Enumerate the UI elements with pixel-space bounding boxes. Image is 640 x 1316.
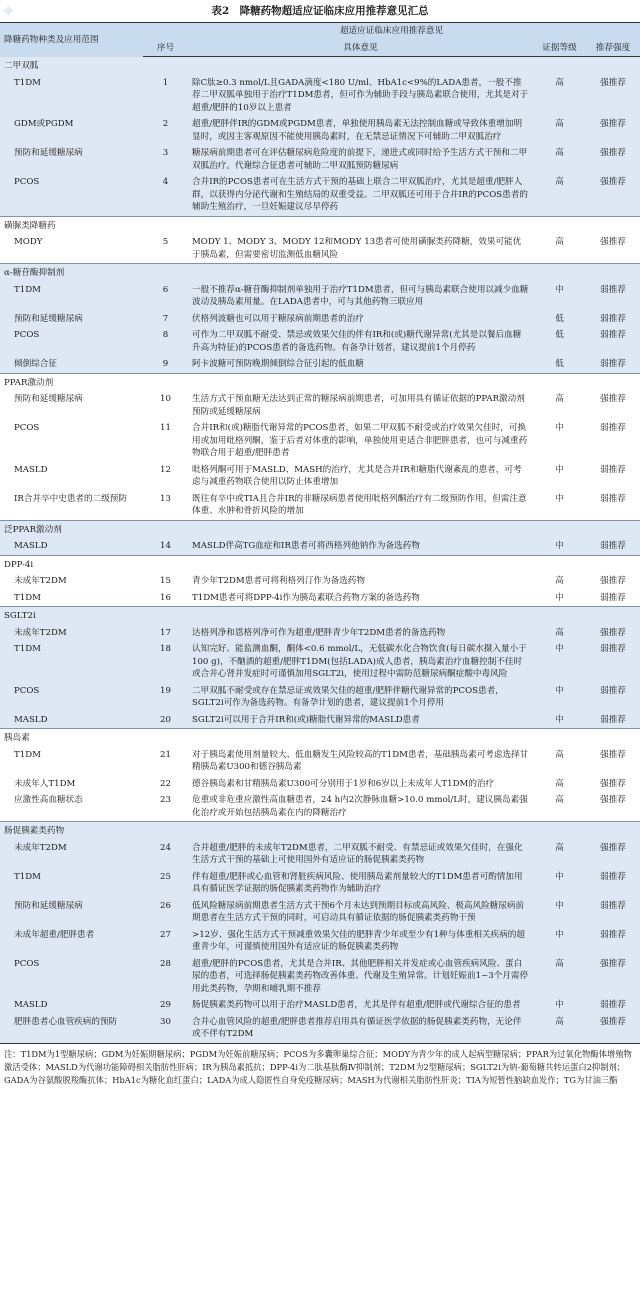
scope-cell: T1DM <box>0 641 143 683</box>
recommendation-row <box>0 712 640 729</box>
opinion-cell: 低风险糖尿病前期患者生活方式干预6个月未达到预期目标或高风险、极高风险糖尿病前期患者在生活方式干预的同时，可启动具有循证依据的肠促胰素类药物干预 <box>188 898 533 927</box>
opinion-cell: 既往有卒中或TIA且合并IR的非糖尿病患者使用吡格列酮治疗有二级预防作用，但需注意体重、水肿和骨折风险的增加 <box>188 491 533 521</box>
opinion-cell: 二甲双胍不耐受或存在禁忌证或效果欠佳的超重/肥胖伴糖代谢异常的PCOS患者，SGLT2i可作为备选药物。有备孕计划的患者，建议提前1个月停用 <box>188 683 533 712</box>
scope-cell: 预防和延缓糖尿病 <box>0 311 143 328</box>
opinion-cell: 合并IR和(或)糖脂代谢异常的PCOS患者，如果二甲双胍不耐受或治疗效果欠佳时，可换用或加用吡格列酮，鉴于后者对体重的影响，单独使用更适合非肥胖患者，也可与减重药物联合用于超重/肥胖患者 <box>188 420 533 462</box>
strength-cell: 弱推荐 <box>586 590 640 607</box>
number-cell: 26 <box>143 898 188 927</box>
scope-cell: MASLD <box>0 997 143 1014</box>
opinion-cell: 合并IR的PCOS患者可在生活方式干预的基础上联合二甲双胍治疗，尤其是超重/肥胖人群，以获得内分泌代谢和生殖结局的双重受益。二甲双胍还可用于合并IR的PCOS患者的辅助生殖治疗，一旦妊娠建议尽早停药 <box>188 174 533 216</box>
recommendation-row <box>0 683 640 712</box>
evidence-grade-cell: 中 <box>533 491 586 521</box>
strength-cell: 弱推荐 <box>586 683 640 712</box>
table-footnote: 注：T1DM为1型糖尿病；GDM为妊娠期糖尿病；PGDM为妊娠前糖尿病；PCOS为多囊卵巢综合征；MODY为青少年的成人起病型糖尿病；PPAR为过氧化物酶体增殖物激活受体；MASLD为代谢功能障碍相关脂肪性肝病；IR为胰岛素抵抗；DPP-4i为二肽基肽酶Ⅳ抑制剂；T2DM为2型糖尿病；SGLT2i为钠-葡萄糖共转运蛋白2抑制剂；GADA为谷氨酸脱羧酶抗体；HbA1c为糖化血红蛋白；LADA为成人隐匿性自身免疫糖尿病；MASH为代谢相关脂肪性肝炎；TIA为短暂性脑缺血发作；TG为甘油三酯 <box>4 1048 632 1085</box>
recommendation-row <box>0 1014 640 1044</box>
strength-cell: 弱推荐 <box>586 311 640 328</box>
scope-cell: PCOS <box>0 420 143 462</box>
category-row <box>0 520 640 538</box>
evidence-grade-cell: 高 <box>533 145 586 174</box>
scope-cell: 预防和延缓糖尿病 <box>0 391 143 420</box>
opinion-cell: 除C肽≥0.3 nmol/L且GADA滴度<180 U/ml、HbA1c<9%的LADA患者，一般不推荐二甲双胍单独用于治疗T1DM患者，但可作为辅助手段与胰岛素联合使用，尤其是对于超重/肥胖的10岁以上患者 <box>188 75 533 117</box>
header-no: 序号 <box>143 40 188 57</box>
number-cell: 28 <box>143 956 188 998</box>
opinion-cell: >12岁、强化生活方式干预减重效果欠佳的肥胖青少年或至少有1种与体重相关疾病的超重青少年，可谨慎使用国外有适应证的肠促胰素类药物 <box>188 927 533 956</box>
opinion-cell: SGLT2i可以用于合并IR和(或)糖脂代谢异常的MASLD患者 <box>188 712 533 729</box>
number-cell: 21 <box>143 747 188 776</box>
number-cell: 13 <box>143 491 188 521</box>
category-row <box>0 729 640 747</box>
scope-cell: MASLD <box>0 538 143 555</box>
evidence-grade-cell: 中 <box>533 538 586 555</box>
evidence-grade-cell: 高 <box>533 1014 586 1044</box>
strength-cell: 强推荐 <box>586 75 640 117</box>
opinion-cell: 合并心血管风险的超重/肥胖患者推荐启用具有循证医学依据的肠促胰素类药物，无论伴或不伴有T2DM <box>188 1014 533 1044</box>
evidence-grade-cell: 中 <box>533 641 586 683</box>
scope-cell: GDM或PGDM <box>0 116 143 145</box>
evidence-grade-cell: 高 <box>533 840 586 869</box>
evidence-grade-cell: 高 <box>533 792 586 822</box>
recommendation-row <box>0 776 640 793</box>
evidence-grade-cell: 高 <box>533 234 586 264</box>
evidence-grade-cell: 高 <box>533 573 586 590</box>
number-cell: 5 <box>143 234 188 264</box>
category-name: 胰岛素 <box>0 729 640 747</box>
opinion-cell: 认知完好、能监测血酮，酮体<0.6 mmol/L，无低碳水化合物饮食(每日碳水摄入量小于100 g)，不酗酒的超重/肥胖T1DM(包括LADA)成人患者，胰岛素治疗血糖控制不佳时或合并心肾并发症时可谨慎加用SGLT2i，使用过程中需防范糖尿病酮症酸中毒风险 <box>188 641 533 683</box>
scope-cell: 未成年超重/肥胖患者 <box>0 927 143 956</box>
recommendation-row <box>0 234 640 264</box>
number-cell: 18 <box>143 641 188 683</box>
strength-cell: 强推荐 <box>586 776 640 793</box>
number-cell: 9 <box>143 356 188 373</box>
strength-cell: 强推荐 <box>586 840 640 869</box>
scope-cell: 肥胖患者心血管疾病的预防 <box>0 1014 143 1044</box>
opinion-cell: 可作为二甲双胍不耐受、禁忌或效果欠佳的伴有IR和(或)糖代谢异常(尤其是以餐后血糖升高为特征)的PCOS患者的备选药物。有备孕计划者，建议提前1个月停药 <box>188 327 533 356</box>
strength-cell: 弱推荐 <box>586 356 640 373</box>
opinion-cell: 对于胰岛素使用剂量较大、低血糖发生风险较高的T1DM患者，基础胰岛素可考虑选择甘精胰岛素U300和德谷胰岛素 <box>188 747 533 776</box>
category-name: DPP-4i <box>0 555 640 573</box>
scope-cell: 未成年T2DM <box>0 573 143 590</box>
number-cell: 24 <box>143 840 188 869</box>
scope-cell: MASLD <box>0 712 143 729</box>
number-cell: 29 <box>143 997 188 1014</box>
scope-cell: 未成年人T1DM <box>0 776 143 793</box>
strength-cell: 弱推荐 <box>586 997 640 1014</box>
opinion-cell: T1DM患者可将DPP-4i作为胰岛素联合药物方案的备选药物 <box>188 590 533 607</box>
recommendation-row <box>0 747 640 776</box>
recommendation-row <box>0 792 640 822</box>
category-name: 磺脲类降糖药 <box>0 216 640 234</box>
evidence-grade-cell: 中 <box>533 712 586 729</box>
strength-cell: 强推荐 <box>586 116 640 145</box>
recommendation-row <box>0 356 640 373</box>
recommendation-row <box>0 641 640 683</box>
strength-cell: 弱推荐 <box>586 420 640 462</box>
opinion-cell: MASLD伴高TG血症和IR患者可将西格列他钠作为备选药物 <box>188 538 533 555</box>
strength-cell: 强推荐 <box>586 573 640 590</box>
strength-cell: 强推荐 <box>586 234 640 264</box>
evidence-grade-cell: 中 <box>533 898 586 927</box>
recommendation-row <box>0 898 640 927</box>
opinion-cell: 伴有超重/肥胖或心血管和肾脏疾病风险、使用胰岛素剂量较大的T1DM患者可酌情加用具有循证医学证据的肠促胰素类药物作为辅助治疗 <box>188 869 533 898</box>
number-cell: 8 <box>143 327 188 356</box>
opinion-cell: 德谷胰岛素和甘精胰岛素U300可分别用于1岁和6岁以上未成年人T1DM的治疗 <box>188 776 533 793</box>
category-row <box>0 264 640 282</box>
number-cell: 7 <box>143 311 188 328</box>
evidence-grade-cell: 中 <box>533 869 586 898</box>
strength-cell: 强推荐 <box>586 956 640 998</box>
category-name: 肠促胰素类药物 <box>0 822 640 840</box>
recommendation-row <box>0 573 640 590</box>
strength-cell: 弱推荐 <box>586 282 640 311</box>
number-cell: 16 <box>143 590 188 607</box>
scope-cell: 未成年T2DM <box>0 625 143 642</box>
number-cell: 17 <box>143 625 188 642</box>
scope-cell: 预防和延缓糖尿病 <box>0 145 143 174</box>
header-group: 超适应证临床应用推荐意见 <box>143 23 640 40</box>
opinion-cell: 超重/肥胖的PCOS患者，尤其是合并IR、其他肥胖相关并发症或心血管疾病风险、蛋白尿的患者，可选择肠促胰素类药物改善体重、代谢及生殖异常。计划妊娠前1~3个月需停用此类药物，孕期和哺乳期不推荐 <box>188 956 533 998</box>
strength-cell: 强推荐 <box>586 747 640 776</box>
opinion-cell: MODY 1、MODY 3、MODY 12和MODY 13患者可使用磺脲类药降糖，效果可能优于胰岛素，但需要密切监测低血糖风险 <box>188 234 533 264</box>
recommendation-row <box>0 997 640 1014</box>
strength-cell: 弱推荐 <box>586 869 640 898</box>
number-cell: 3 <box>143 145 188 174</box>
number-cell: 6 <box>143 282 188 311</box>
scope-cell: T1DM <box>0 75 143 117</box>
scope-cell: PCOS <box>0 174 143 216</box>
strength-cell: 弱推荐 <box>586 462 640 491</box>
recommendation-row <box>0 311 640 328</box>
strength-cell: 弱推荐 <box>586 927 640 956</box>
scope-cell: MODY <box>0 234 143 264</box>
strength-cell: 弱推荐 <box>586 712 640 729</box>
evidence-grade-cell: 中 <box>533 997 586 1014</box>
category-row <box>0 822 640 840</box>
opinion-cell: 超重/肥胖伴IR的GDM或PGDM患者，单独使用胰岛素无法控制血糖或导致体重增加明显时，或因主客观原因不能使用胰岛素时，在无禁忌证情况下可辅助二甲双胍治疗 <box>188 116 533 145</box>
category-row <box>0 57 640 75</box>
evidence-grade-cell: 中 <box>533 927 586 956</box>
recommendation-row <box>0 869 640 898</box>
category-name: SGLT2i <box>0 607 640 625</box>
strength-cell: 强推荐 <box>586 1014 640 1044</box>
evidence-grade-cell: 高 <box>533 391 586 420</box>
scope-cell: T1DM <box>0 590 143 607</box>
scope-cell: T1DM <box>0 869 143 898</box>
opinion-cell: 青少年T2DM患者可将利格列汀作为备选药物 <box>188 573 533 590</box>
strength-cell: 弱推荐 <box>586 491 640 521</box>
recommendation-row <box>0 116 640 145</box>
opinion-cell: 肠促胰素类药物可以用于治疗MASLD患者，尤其是伴有超重/肥胖或代谢综合征的患者 <box>188 997 533 1014</box>
strength-cell: 强推荐 <box>586 145 640 174</box>
evidence-grade-cell: 中 <box>533 282 586 311</box>
evidence-grade-cell: 高 <box>533 625 586 642</box>
category-name: PPAR激动剂 <box>0 373 640 391</box>
number-cell: 22 <box>143 776 188 793</box>
strength-cell: 弱推荐 <box>586 538 640 555</box>
strength-cell: 弱推荐 <box>586 641 640 683</box>
category-name: 泛PPAR激动剂 <box>0 520 640 538</box>
opinion-cell: 阿卡波糖可预防晚期倾倒综合征引起的低血糖 <box>188 356 533 373</box>
number-cell: 30 <box>143 1014 188 1044</box>
evidence-grade-cell: 高 <box>533 75 586 117</box>
category-name: 二甲双胍 <box>0 57 640 75</box>
number-cell: 12 <box>143 462 188 491</box>
opinion-cell: 伏格列波糖也可以用于糖尿病前期患者的治疗 <box>188 311 533 328</box>
number-cell: 2 <box>143 116 188 145</box>
category-row <box>0 216 640 234</box>
category-row <box>0 555 640 573</box>
evidence-grade-cell: 低 <box>533 327 586 356</box>
header-opinion: 具体意见 <box>188 40 533 57</box>
recommendation-row <box>0 420 640 462</box>
scope-cell: 未成年T2DM <box>0 840 143 869</box>
strength-cell: 强推荐 <box>586 792 640 822</box>
opinion-cell: 一般不推荐α-糖苷酶抑制剂单独用于治疗T1DM患者，但可与胰岛素联合使用以减少血糖波动及胰岛素用量。在LADA患者中，可与其他药物三联应用 <box>188 282 533 311</box>
evidence-grade-cell: 低 <box>533 356 586 373</box>
recommendation-row <box>0 145 640 174</box>
evidence-grade-cell: 中 <box>533 420 586 462</box>
number-cell: 4 <box>143 174 188 216</box>
recommendation-row <box>0 927 640 956</box>
header-strength: 推荐强度 <box>586 40 640 57</box>
evidence-grade-cell: 中 <box>533 462 586 491</box>
evidence-grade-cell: 高 <box>533 174 586 216</box>
scope-cell: PCOS <box>0 683 143 712</box>
evidence-grade-cell: 中 <box>533 590 586 607</box>
opinion-cell: 生活方式干预血糖无法达到正常的糖尿病前期患者，可加用具有循证依据的PPAR激动剂预防或延缓糖尿病 <box>188 391 533 420</box>
header-grade: 证据等级 <box>533 40 586 57</box>
opinion-cell: 吡格列酮可用于MASLD、MASH的治疗，尤其是合并IR和糖脂代谢紊乱的患者，可考虑与减重药物联合使用以防止体重增加 <box>188 462 533 491</box>
recommendation-row <box>0 391 640 420</box>
number-cell: 1 <box>143 75 188 117</box>
scope-cell: 倾倒综合征 <box>0 356 143 373</box>
recommendation-row <box>0 590 640 607</box>
category-row <box>0 373 640 391</box>
strength-cell: 强推荐 <box>586 174 640 216</box>
number-cell: 23 <box>143 792 188 822</box>
recommendation-row <box>0 840 640 869</box>
number-cell: 25 <box>143 869 188 898</box>
recommendation-row <box>0 75 640 117</box>
number-cell: 10 <box>143 391 188 420</box>
opinion-cell: 达格列净和恩格列净可作为超重/肥胖青少年T2DM患者的备选药物 <box>188 625 533 642</box>
opinion-cell: 合并超重/肥胖的未成年T2DM患者，二甲双胍不耐受、有禁忌证或效果欠佳时，在强化生活方式干预的基础上可使用国外有适应证的肠促胰素类药物 <box>188 840 533 869</box>
scope-cell: T1DM <box>0 747 143 776</box>
scope-cell: MASLD <box>0 462 143 491</box>
strength-cell: 强推荐 <box>586 391 640 420</box>
scope-cell: 预防和延缓糖尿病 <box>0 898 143 927</box>
number-cell: 19 <box>143 683 188 712</box>
strength-cell: 强推荐 <box>586 625 640 642</box>
number-cell: 14 <box>143 538 188 555</box>
evidence-grade-cell: 高 <box>533 956 586 998</box>
opinion-cell: 危重或非危重应激性高血糖患者，24 h内2次静脉血糖>10.0 mmol/L时，建议胰岛素强化治疗或开始包括胰岛素在内的降糖治疗 <box>188 792 533 822</box>
watermark-logo: ✦ <box>0 0 17 23</box>
scope-cell: IR合并卒中史患者的二级预防 <box>0 491 143 521</box>
recommendation-row <box>0 491 640 521</box>
number-cell: 15 <box>143 573 188 590</box>
table-title: 表2 降糖药物超适应证临床应用推荐意见汇总 <box>211 5 429 17</box>
number-cell: 11 <box>143 420 188 462</box>
category-row <box>0 607 640 625</box>
header-drug-scope: 降糖药物种类及应用范围 <box>0 23 143 57</box>
scope-cell: PCOS <box>0 956 143 998</box>
recommendation-row <box>0 538 640 555</box>
table-body <box>0 57 640 1044</box>
number-cell: 20 <box>143 712 188 729</box>
evidence-grade-cell: 高 <box>533 776 586 793</box>
scope-cell: T1DM <box>0 282 143 311</box>
recommendation-row <box>0 174 640 216</box>
recommendation-row <box>0 327 640 356</box>
table-header <box>0 23 640 57</box>
recommendation-row <box>0 625 640 642</box>
scope-cell: 应激性高血糖状态 <box>0 792 143 822</box>
opinion-cell: 糖尿病前期患者可在评估糖尿病危险度的前提下，递进式或同时给予生活方式干预和二甲双胍治疗。代谢综合征患者可辅助二甲双胍预防糖尿病 <box>188 145 533 174</box>
evidence-grade-cell: 高 <box>533 747 586 776</box>
evidence-grade-cell: 中 <box>533 683 586 712</box>
strength-cell: 弱推荐 <box>586 327 640 356</box>
category-name: α-糖苷酶抑制剂 <box>0 264 640 282</box>
recommendation-row <box>0 462 640 491</box>
recommendation-table <box>0 22 640 1044</box>
number-cell: 27 <box>143 927 188 956</box>
evidence-grade-cell: 低 <box>533 311 586 328</box>
recommendation-row <box>0 956 640 998</box>
scope-cell: PCOS <box>0 327 143 356</box>
recommendation-row <box>0 282 640 311</box>
strength-cell: 弱推荐 <box>586 898 640 927</box>
evidence-grade-cell: 高 <box>533 116 586 145</box>
